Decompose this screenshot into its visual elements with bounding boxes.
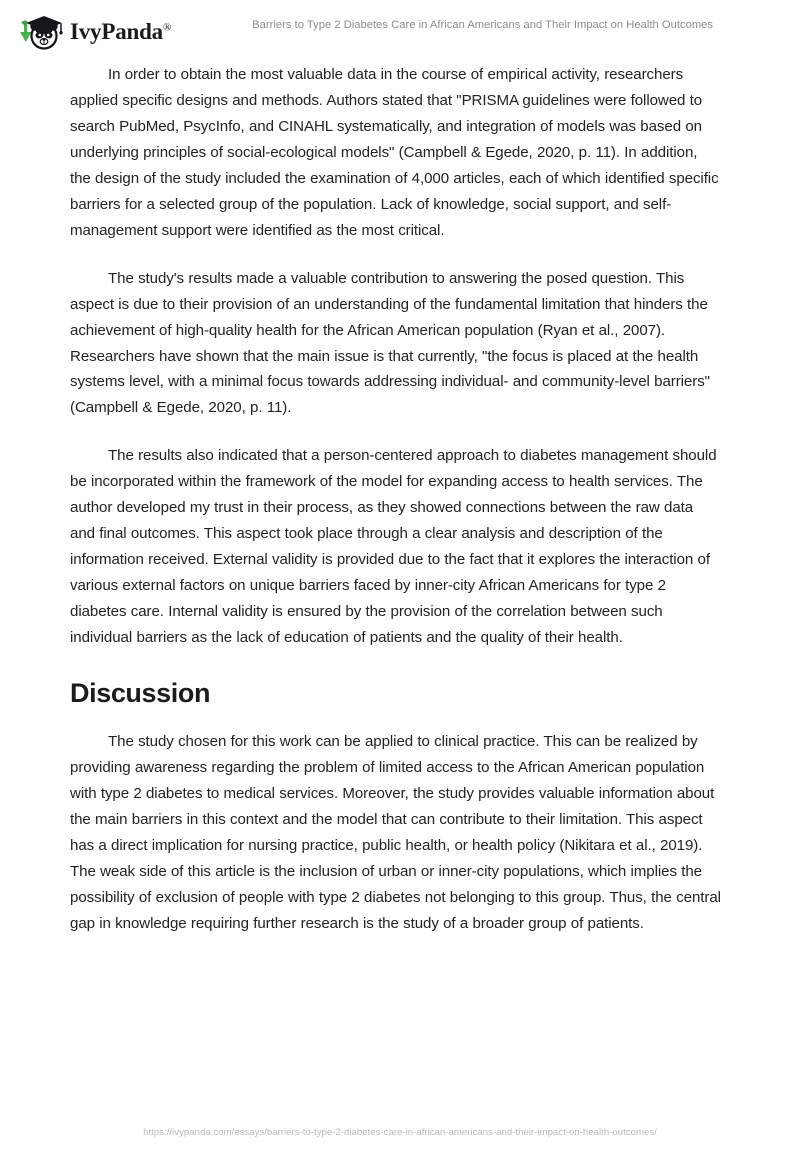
body-paragraph: The results also indicated that a person-centered approach to diabetes management should be incorporated within the framework of the model for expanding access to health services. The author developed my trust in their process, as they showed connections between the raw data and final outcomes. This aspect took place through a clear analysis and description of the information received. External validity is provided due to the fact that it explores the interaction of various external factors on unique barriers faced by inner-city African Americans for type 2 diabetes care. Internal validity is ensured by the provision of the correlation between such individual barriers as the lack of education of patients and the quality of their health.: [70, 447, 717, 647]
body-paragraph: The study's results made a valuable contribution to answering the posed question. This aspect is due to their provision of an understanding of the fundamental limitation that hinders the achievement of high-quality health for the African American population (Ryan et al., 2007). Researchers have shown that the main issue is that currently, "the focus is placed at the health systems level, with a minimal focus towards addressing individual- and community-level barriers" (Campbell & Egede, 2020, p. 11).: [70, 269, 710, 417]
panda-graduate-icon: [18, 10, 64, 52]
page-footer: [0, 1122, 800, 1140]
page-header: [0, 0, 800, 62]
section-heading-discussion: Discussion: [70, 678, 211, 709]
body-paragraph: In order to obtain the most valuable data in the course of empirical activity, researchers applied specific designs and methods. Authors stated that "PRISMA guidelines were followed to search PubMed, PsycInfo, and CINAHL systematically, and integration of models was based on underlying principles of social-ecological models" (Campbell & Egede, 2020, p. 11). In addition, the design of the study included the examination of 4,000 articles, each of which identified specific barriers for a selected group of the population. Lack of knowledge, social support, and self-management support were identified as the most critical.: [70, 66, 719, 239]
brand-wordmark: [70, 20, 171, 43]
body-paragraph: The study chosen for this work can be applied to clinical practice. This can be realized by providing awareness regarding the problem of limited access to the African American population with type 2 diabetes to medical services. Moreover, the study provides valuable information about the main barriers in this context and the model that can contribute to their limitation. This aspect has a direct implication for nursing practice, public health, or health policy (Nikitara et al., 2019). The weak side of this article is the inclusion of urban or inner-city populations, which implies the possibility of exclusion of people with type 2 diabetes not belonging to this group. Thus, the central gap in knowledge requiring further research is the study of a broader group of patients.: [70, 733, 721, 933]
document-body: [70, 62, 722, 937]
document-title-header: Barriers to Type 2 Diabetes Care in African Americans and Their Impact on Health Outcomes: [252, 19, 714, 31]
brand-name-text: IvyPanda: [70, 18, 163, 44]
registered-mark: ®: [162, 20, 172, 33]
source-url[interactable]: https://ivypanda.com/essays/barriers-to-type-2-diabetes-care-in-african-americans-and-their-impact-on-health-outcomes/: [143, 1127, 657, 1138]
ivypanda-logo[interactable]: [18, 10, 171, 52]
